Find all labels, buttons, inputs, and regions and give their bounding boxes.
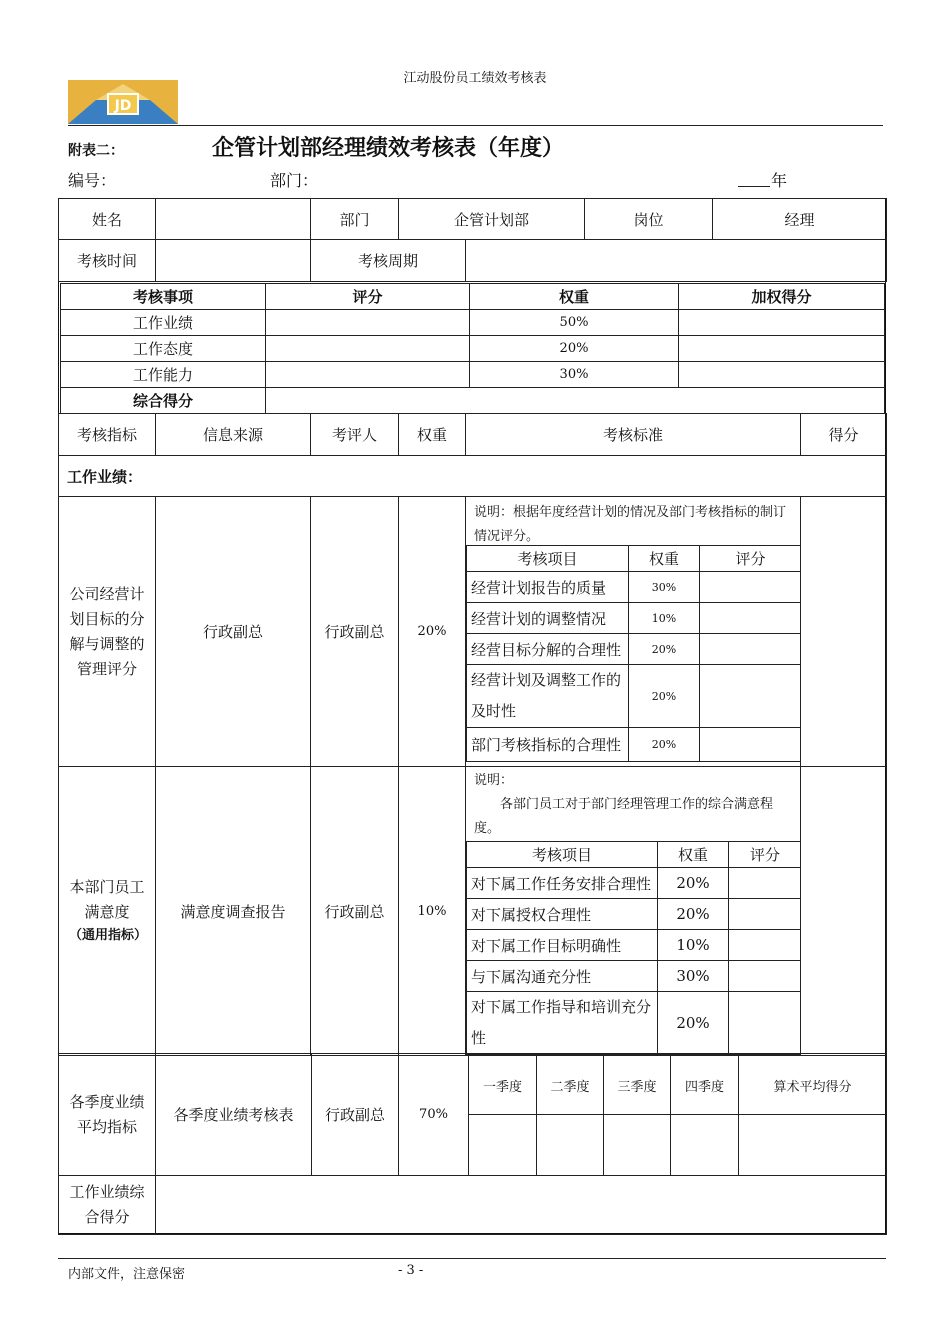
page-title: 企管计划部经理绩效考核表（年度） (212, 135, 565, 161)
kpi2-name: 本部门员工满意度 (69, 878, 145, 921)
kpi2-item-weight: 30% (658, 961, 729, 992)
kpi2-item-score-field[interactable] (729, 930, 801, 961)
kpi2-name-note: （通用指标） (69, 928, 148, 943)
kpi-table (58, 413, 887, 1056)
table-row (467, 572, 801, 603)
annex-label: 附表二： (68, 143, 124, 159)
table-row (467, 992, 801, 1055)
table-row (467, 665, 801, 728)
info-table-row1 (58, 198, 887, 240)
info-table-row2 (58, 239, 887, 282)
quarter-q4-field[interactable] (671, 1115, 739, 1176)
kpi1-item: 经营计划及调整工作的及时性 (467, 665, 629, 728)
kpi1-item-score-field[interactable] (700, 603, 801, 634)
dept-label: 部门 (311, 199, 399, 240)
kpi3-assessor: 行政副总 (312, 1054, 399, 1176)
summary-weight: 20% (470, 336, 679, 362)
kpi1-item: 经营计划的调整情况 (467, 603, 629, 634)
summary-score-field[interactable] (266, 362, 470, 388)
kpi2-note-block (466, 767, 800, 841)
table-row (61, 336, 885, 362)
kpi3-weight: 70% (399, 1054, 469, 1176)
kpi1-sub-header-item: 考核项目 (467, 546, 629, 572)
kpi3-name: 各季度业绩平均指标 (59, 1054, 156, 1176)
serial-label: 编号： (68, 171, 117, 190)
kpi2-assessor: 行政副总 (311, 767, 399, 1056)
kpi2-source: 满意度调查报告 (156, 767, 311, 1056)
kpi1-item-weight: 10% (629, 603, 700, 634)
footer-confidential: 内部文件，注意保密 (68, 1267, 186, 1282)
kpi1-sub-header-weight: 权重 (629, 546, 700, 572)
kpi1-item: 经营目标分解的合理性 (467, 634, 629, 665)
kpi1-name: 公司经营计划目标的分解与调整的管理评分 (59, 497, 156, 767)
post-label: 岗位 (585, 199, 713, 240)
summary-item: 工作业绩 (61, 310, 266, 336)
kpi2-item: 与下属沟通充分性 (467, 961, 658, 992)
summary-score-field[interactable] (266, 310, 470, 336)
kpi1-item: 经营计划报告的质量 (467, 572, 629, 603)
kpi1-subtable (466, 545, 801, 762)
kpi2-sub-header-item: 考核项目 (467, 842, 658, 868)
col-header-indicator: 考核指标 (59, 414, 156, 456)
period-field[interactable] (466, 240, 887, 282)
col-header-assessor: 考评人 (311, 414, 399, 456)
year-blank[interactable] (738, 186, 770, 187)
table-row (467, 868, 801, 899)
kpi1-score-field[interactable] (801, 497, 887, 767)
time-field[interactable] (156, 240, 311, 282)
kpi1-item-weight: 20% (629, 728, 700, 762)
kpi2-item: 对下属工作指导和培训充分性 (467, 992, 658, 1055)
kpi1-item-weight: 30% (629, 572, 700, 603)
quarter-header-q4: 四季度 (671, 1054, 739, 1115)
kpi2-score-field[interactable] (801, 767, 887, 1056)
quarter-header-average: 算术平均得分 (739, 1054, 887, 1115)
kpi1-item-weight: 20% (629, 634, 700, 665)
page-number: - 3 - (398, 1263, 424, 1278)
table-row (61, 310, 885, 336)
kpi3-table (58, 1053, 887, 1235)
summary-item: 工作态度 (61, 336, 266, 362)
kpi-row-quarterly (59, 1054, 887, 1115)
kpi2-subtable (466, 841, 801, 1055)
quarter-q2-field[interactable] (537, 1115, 604, 1176)
kpi1-item-score-field[interactable] (700, 665, 801, 728)
summary-total-label: 综合得分 (61, 388, 266, 414)
summary-weighted-field[interactable] (679, 336, 885, 362)
header-rule (68, 125, 883, 126)
kpi2-weight: 10% (399, 767, 466, 1056)
kpi2-item: 对下属工作目标明确性 (467, 930, 658, 961)
period-label: 考核周期 (311, 240, 466, 282)
kpi2-item-score-field[interactable] (729, 992, 801, 1055)
kpi2-item-score-field[interactable] (729, 868, 801, 899)
summary-score-field[interactable] (266, 336, 470, 362)
kpi2-standard (466, 767, 801, 1056)
company-logo (68, 80, 178, 124)
table-row (467, 603, 801, 634)
table-row (61, 362, 885, 388)
summary-total-field[interactable] (266, 388, 885, 414)
table-row (467, 899, 801, 930)
kpi2-note-title: 说明： (474, 773, 514, 788)
kpi1-weight: 20% (399, 497, 466, 767)
kpi2-item-score-field[interactable] (729, 961, 801, 992)
summary-header-score: 评分 (266, 284, 470, 310)
footer-rule (58, 1258, 886, 1259)
kpi1-item-weight: 20% (629, 665, 700, 728)
kpi2-name-cell (59, 767, 156, 1056)
summary-weighted-field[interactable] (679, 362, 885, 388)
kpi1-assessor: 行政副总 (311, 497, 399, 767)
kpi2-note: 各部门员工对于部门经理管理工作的综合满意程度。 (474, 797, 774, 836)
kpi1-item-score-field[interactable] (700, 572, 801, 603)
department-label: 部门： (270, 171, 319, 190)
name-label: 姓名 (59, 199, 156, 240)
kpi2-item-weight: 20% (658, 899, 729, 930)
section-title: 工作业绩： (59, 456, 887, 497)
table-row (467, 930, 801, 961)
table-row (467, 634, 801, 665)
quarter-header-q3: 三季度 (604, 1054, 671, 1115)
col-header-standard: 考核标准 (466, 414, 801, 456)
kpi1-item-score-field[interactable] (700, 634, 801, 665)
kpi2-item-weight: 20% (658, 868, 729, 899)
summary-table (60, 283, 885, 414)
kpi1-standard (466, 497, 801, 767)
year-label: 年 (771, 171, 788, 190)
kpi-row-satisfaction (59, 767, 887, 1056)
table-row (467, 728, 801, 762)
time-label: 考核时间 (59, 240, 156, 282)
quarter-q3-field[interactable] (604, 1115, 671, 1176)
kpi1-item-score-field[interactable] (700, 728, 801, 762)
kpi-row-plan (59, 497, 887, 767)
kpi2-item: 对下属工作任务安排合理性 (467, 868, 658, 899)
kpi2-item: 对下属授权合理性 (467, 899, 658, 930)
kpi1-item: 部门考核指标的合理性 (467, 728, 629, 762)
kpi2-item-weight: 10% (658, 930, 729, 961)
summary-weighted-field[interactable] (679, 310, 885, 336)
kpi2-sub-header-score: 评分 (729, 842, 801, 868)
dept-value: 企管计划部 (399, 199, 585, 240)
quarter-header-q1: 一季度 (469, 1054, 537, 1115)
kpi1-source: 行政副总 (156, 497, 311, 767)
col-header-source: 信息来源 (156, 414, 311, 456)
quarter-average-field[interactable] (739, 1115, 887, 1176)
summary-header-weight: 权重 (470, 284, 679, 310)
kpi2-sub-header-weight: 权重 (658, 842, 729, 868)
total-field[interactable] (156, 1176, 887, 1235)
quarter-header-q2: 二季度 (537, 1054, 604, 1115)
kpi2-item-score-field[interactable] (729, 899, 801, 930)
total-label: 工作业绩综合得分 (59, 1176, 156, 1235)
summary-weight: 30% (470, 362, 679, 388)
col-header-weight: 权重 (399, 414, 466, 456)
kpi1-sub-header-score: 评分 (700, 546, 801, 572)
kpi2-item-weight: 20% (658, 992, 729, 1055)
col-header-score: 得分 (801, 414, 887, 456)
summary-header-weighted: 加权得分 (679, 284, 885, 310)
name-field[interactable] (156, 199, 311, 240)
post-value: 经理 (713, 199, 887, 240)
table-row (467, 961, 801, 992)
quarter-q1-field[interactable] (469, 1115, 537, 1176)
document-header-title: 江动股份员工绩效考核表 (403, 71, 547, 86)
summary-item: 工作能力 (61, 362, 266, 388)
summary-weight: 50% (470, 310, 679, 336)
summary-header-item: 考核事项 (61, 284, 266, 310)
logo-text: JD (114, 98, 132, 114)
kpi3-source: 各季度业绩考核表 (156, 1054, 312, 1176)
kpi1-note: 说明：根据年度经营计划的情况及部门考核指标的制订情况评分。 (474, 505, 787, 544)
